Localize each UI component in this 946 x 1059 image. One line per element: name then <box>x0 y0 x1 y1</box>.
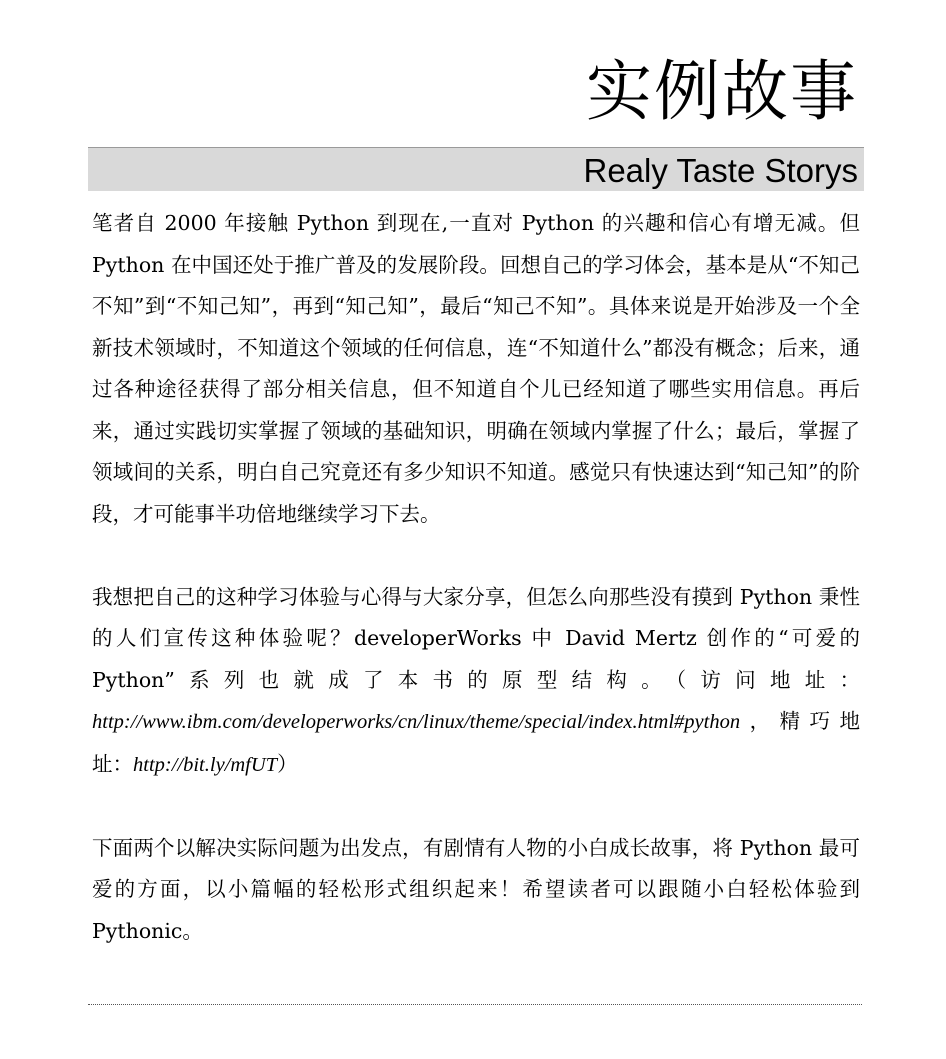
paragraph-2-text-a: 我想把自己的这种学习体验与心得与大家分享，但怎么向那些没有摸到 Python 秉性的人们宣传这种体验呢？developerWorks 中 David Mertz 创作的“可爱的 Python”系列也就成了本书的原型结构。（访问地址： <box>92 584 860 692</box>
paragraph-3: 下面两个以解决实际问题为出发点，有剧情有人物的小白成长故事，将 Python 最可爱的方面，以小篇幅的轻松形式组织起来！希望读者可以跟随小白轻松体验到 Pythonic。 <box>92 835 860 943</box>
short-url-link[interactable]: http://bit.ly/mfUT <box>133 753 278 776</box>
subtitle-bar <box>88 147 864 191</box>
paragraph-gap <box>92 786 860 828</box>
paragraph-1: 笔者自 2000 年接触 Python 到现在,一直对 Python 的兴趣和信心有增无减。但 Python 在中国还处于推广普及的发展阶段。回想自己的学习体会，基本是从“不知己不知”到“不知己知”，再到“知己知”，最后“知己不知”。具体来说是开始涉及一个全新技术领域时，不知道这个领域的任何信息，连“不知道什么”都没有概念；后来，通过各种途径获得了部分相关信息，但不知道自个儿已经知道了哪些实用信息。再后来，通过实践切实掌握了领域的基础知识，明确在领域内掌握了什么；最后，掌握了领域间的关系，明白自己究竟还有多少知识不知道。感觉只有快速达到“知己知”的阶段，才可能事半功倍地继续学习下去。 <box>92 211 860 526</box>
paragraph-2 <box>92 577 860 787</box>
paragraph-2-text-b: ，精巧地址： <box>92 709 860 776</box>
paragraph-2-text-c: ） <box>277 751 298 776</box>
paragraph-gap <box>92 535 860 577</box>
chapter-title: 实例故事 <box>586 53 858 130</box>
bottom-dotted-divider <box>88 1004 862 1005</box>
ibm-url-link[interactable]: http://www.ibm.com/developerworks/cn/linux/theme/special/index.html#python <box>92 711 741 733</box>
body-text <box>92 203 860 952</box>
chapter-subtitle: Realy Taste Storys <box>583 152 858 189</box>
